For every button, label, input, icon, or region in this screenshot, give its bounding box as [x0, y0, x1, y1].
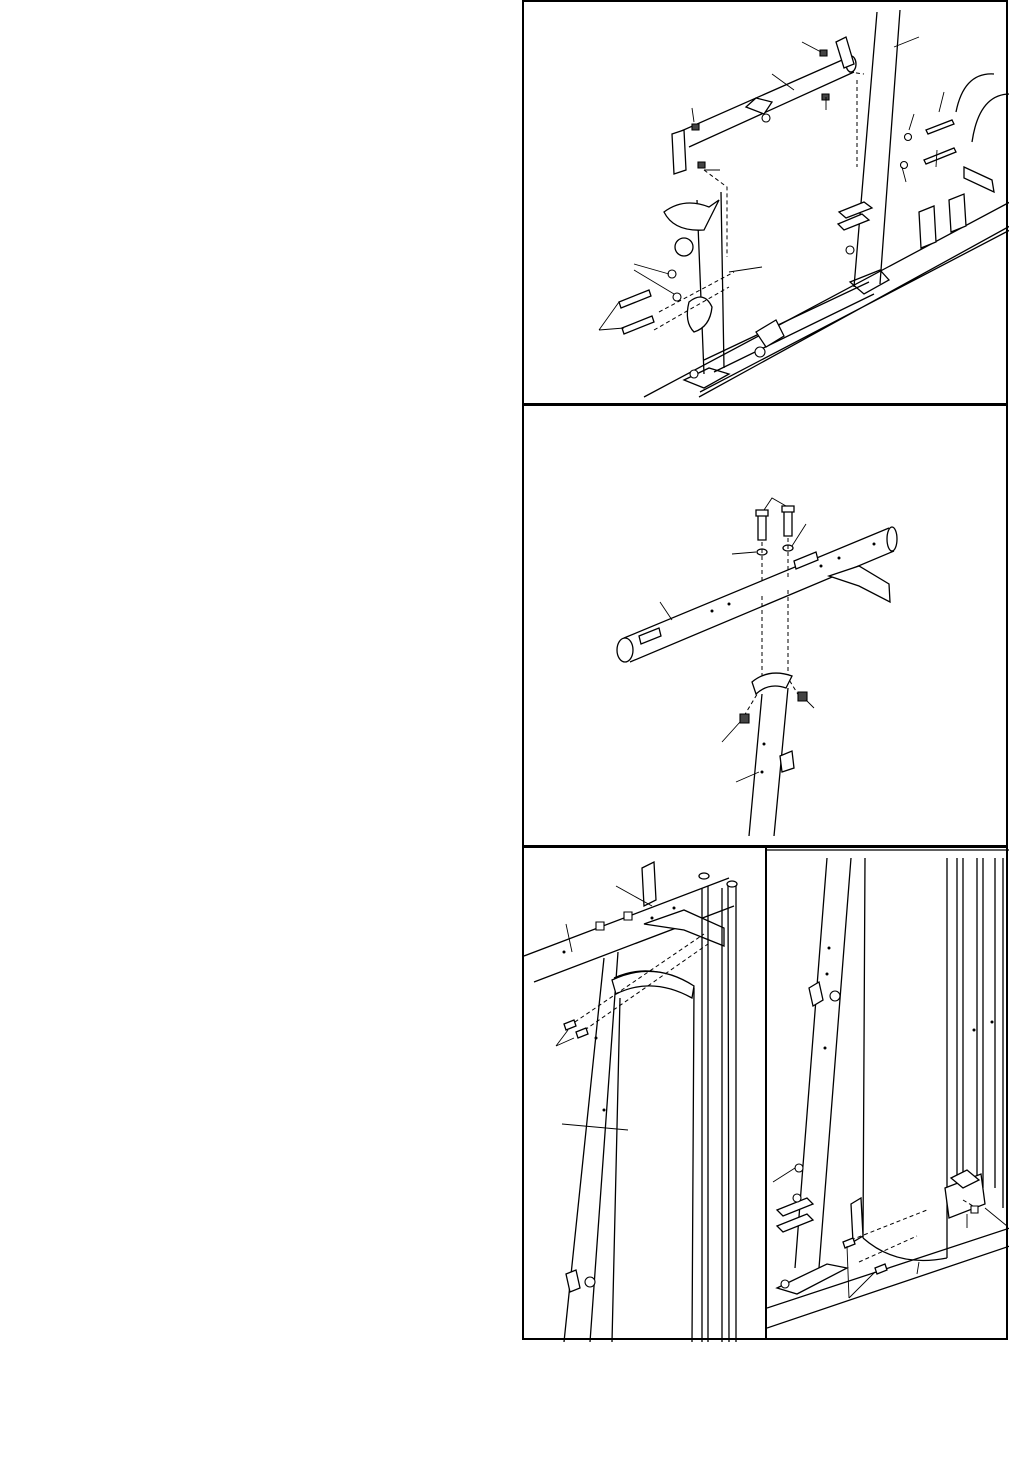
figure-3a-panel — [522, 846, 767, 1340]
nut-left — [740, 714, 749, 723]
lower-crossbar — [704, 282, 874, 372]
curved-pad — [956, 74, 1009, 142]
bolt-left-upper — [619, 290, 651, 308]
leader-lines — [599, 37, 944, 330]
guide-rod-1 — [702, 886, 708, 1342]
vertical-tube-bracket — [752, 673, 792, 694]
base-tube — [767, 1228, 1009, 1328]
alignment-lines — [744, 538, 799, 716]
pulley-wheel — [687, 297, 712, 332]
crossbar-bracket — [829, 566, 890, 602]
guide-rods — [957, 858, 1003, 1208]
shroud-panel — [612, 971, 694, 1342]
figure-1-panel — [522, 0, 1008, 405]
figure-1-drawing — [524, 2, 1009, 407]
nut-right — [798, 692, 807, 701]
bolt-left — [758, 514, 766, 540]
crossbar-tube — [624, 528, 894, 662]
rear-upright-tube — [854, 10, 900, 287]
figure-3a-drawing — [524, 848, 769, 1342]
upright-bracket — [838, 202, 872, 230]
figure-3b-panel — [765, 846, 1008, 1340]
guide-rod-2 — [728, 882, 736, 1342]
bolt-right-lower — [924, 148, 956, 164]
large-shroud — [863, 858, 947, 1258]
lower-bracket — [777, 1198, 813, 1232]
figure-3b-drawing — [767, 848, 1009, 1342]
figure-2-drawing — [524, 406, 1009, 849]
bolt-left-lower — [622, 316, 654, 334]
bolt-right-upper — [926, 120, 954, 134]
figure-2-panel — [522, 404, 1008, 847]
bolt-right — [784, 510, 792, 536]
crossbar-end-cap — [617, 638, 633, 662]
